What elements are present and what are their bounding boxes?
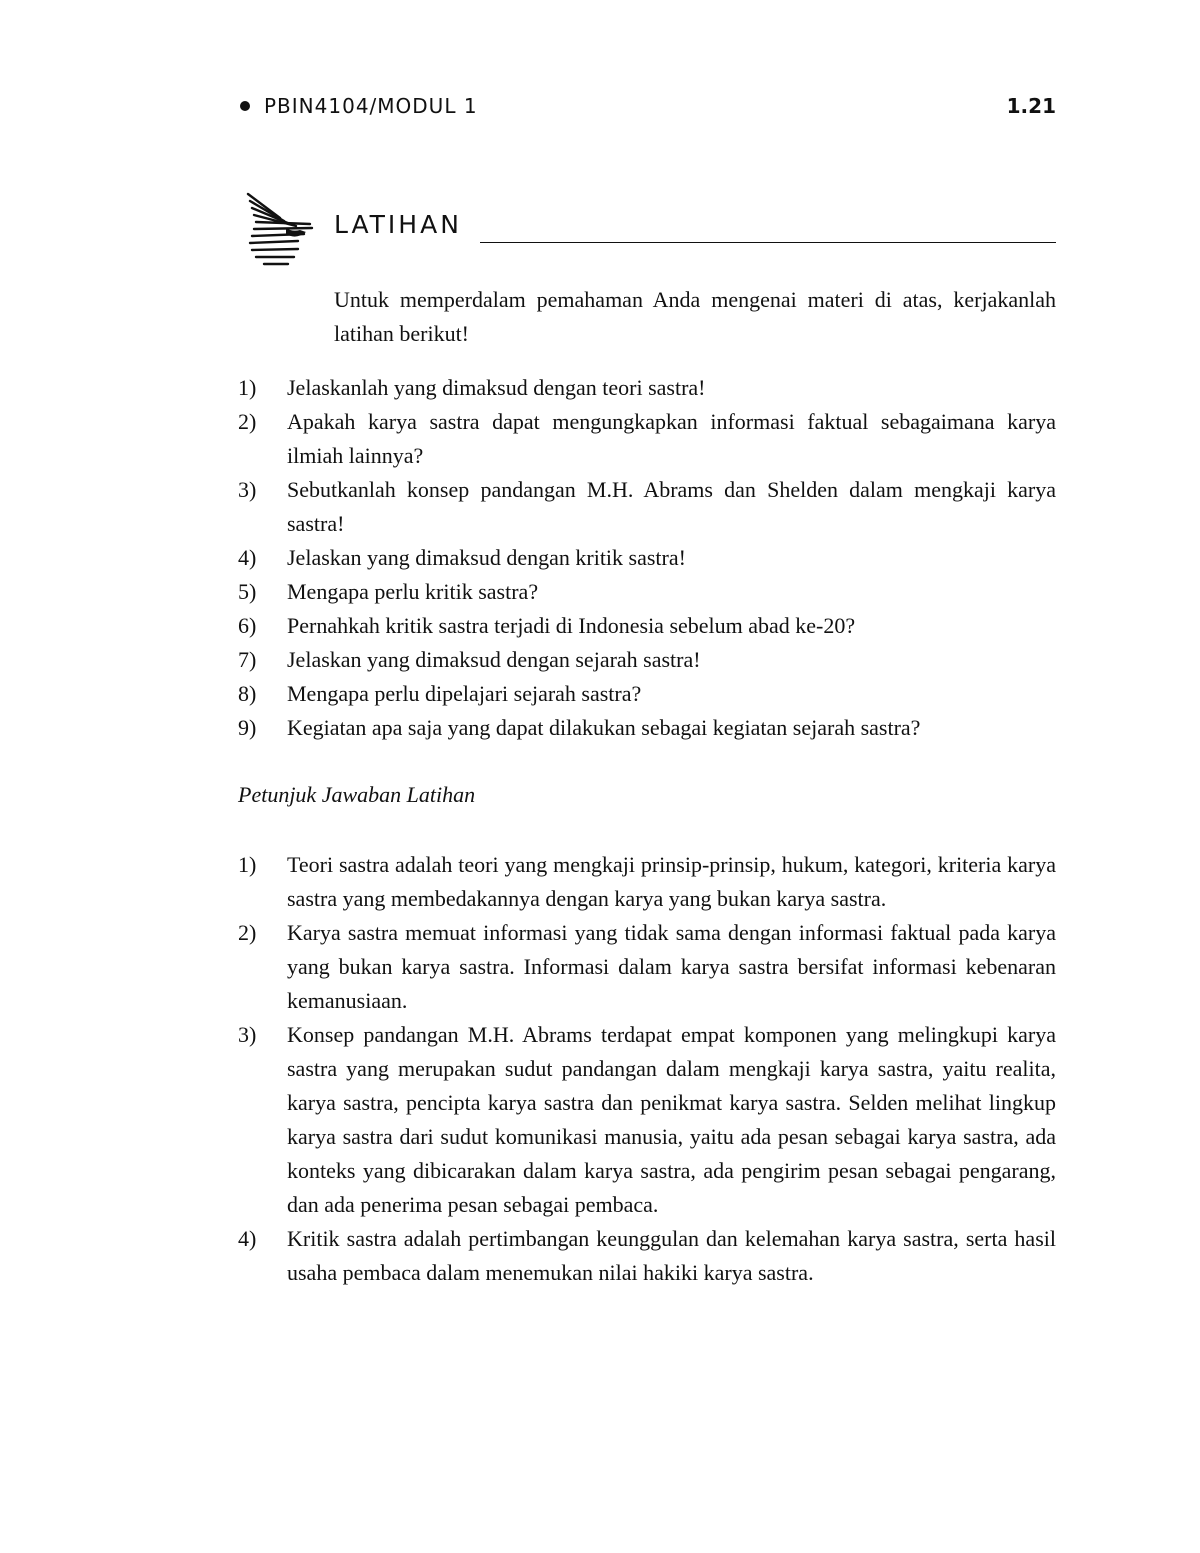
exercise-item: 3) Sebutkanlah konsep pandangan M.H. Abrams dan Shelden dalam mengkaji karya sastra! [238, 477, 1056, 536]
exercise-item: 1) Jelaskanlah yang dimaksud dengan teori sastra! [238, 375, 706, 400]
exercise-item: 4) Jelaskan yang dimaksud dengan kritik sastra! [238, 545, 686, 570]
section-intro: Untuk memperdalam pemahaman Anda mengenai materi di atas, kerjakanlah latihan berikut! [334, 287, 1056, 346]
running-header [238, 92, 1056, 122]
answer-item: 3) Konsep pandangan M.H. Abrams terdapat empat komponen yang melingkupi karya sastra yang merupakan sudut pandangan dalam mengkaji karya sastra, yaitu realita, karya sastra, pencipta karya sastra dan penikmat karya sastra. Selden melihat lingkup karya sastra dari sudut komunikasi manusia, yaitu ada pesan sebagai karya sastra, ada konteks yang dibicarakan dalam karya sastra, ada pengirim pesan sebagai pengarang, dan ada penerima pesan sebagai pembaca. [238, 1022, 1056, 1217]
exercise-list [238, 371, 1056, 745]
section-title: LATIHAN [334, 210, 462, 239]
module-code: PBIN4104/MODUL 1 [264, 94, 478, 118]
exercise-item: 2) Apakah karya sastra dapat mengungkapkan informasi faktual sebagaimana karya ilmiah lainnya? [238, 409, 1056, 468]
exercise-item: 6) Pernahkah kritik sastra terjadi di Indonesia sebelum abad ke-20? [238, 613, 856, 638]
page-number: 1.21 [1006, 94, 1056, 118]
answer-item: 1) Teori sastra adalah teori yang mengkaji prinsip-prinsip, hukum, kategori, kriteria karya sastra yang membedakannya dengan karya yang bukan karya sastra. [238, 852, 1056, 911]
answer-item: 2) Karya sastra memuat informasi yang tidak sama dengan informasi faktual pada karya yang bukan karya sastra. Informasi dalam karya sastra bersifat informasi kebenaran kemanusiaan. [238, 920, 1056, 1013]
section-divider [480, 242, 1056, 243]
answer-item: 4) Kritik sastra adalah pertimbangan keunggulan dan kelemahan karya sastra, serta hasil usaha pembaca dalam menemukan nilai hakiki karya sastra. [238, 1226, 1056, 1285]
exercise-item: 8) Mengapa perlu dipelajari sejarah sastra? [238, 681, 642, 706]
exercise-item: 7) Jelaskan yang dimaksud dengan sejarah sastra! [238, 647, 701, 672]
bullet-icon [240, 101, 250, 111]
answer-list [238, 848, 1056, 1290]
latihan-icon [240, 188, 320, 268]
exercise-item: 9) Kegiatan apa saja yang dapat dilakukan sebagai kegiatan sejarah sastra? [238, 715, 921, 740]
answer-heading: Petunjuk Jawaban Latihan [238, 782, 476, 807]
exercise-item: 5) Mengapa perlu kritik sastra? [238, 579, 539, 604]
